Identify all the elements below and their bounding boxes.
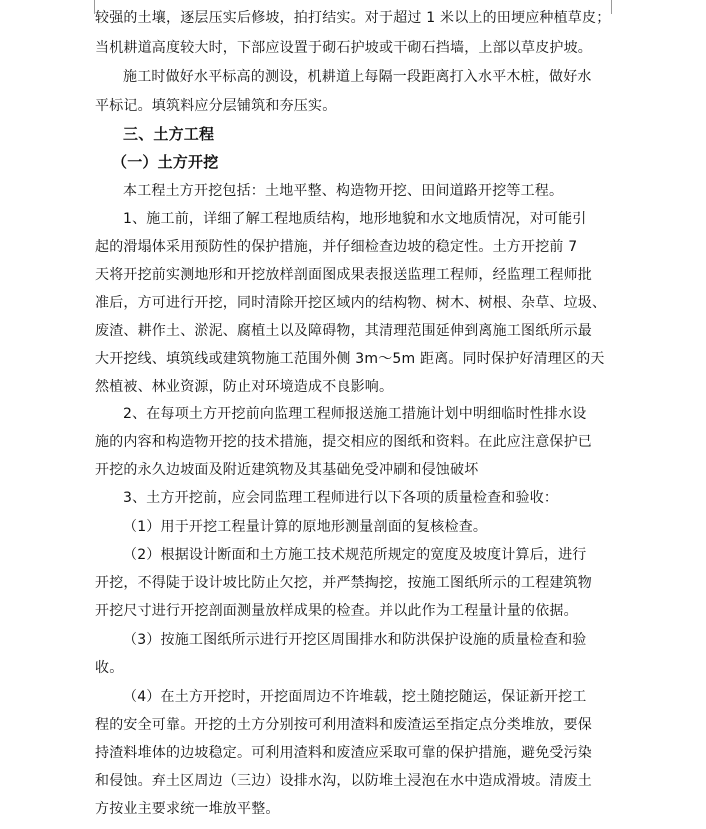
- text-line: 开挖尺寸进行开挖剖面测量放样成果的检查。并以此作为工程量计量的依据。: [95, 603, 578, 619]
- text-line: 当机耕道高度较大时，下部应设置于砌石护坡或干砌石挡墙，上部以草皮护坡。: [95, 40, 592, 56]
- text-line: 开挖的永久边坡面及附近建筑物及其基础免受冲刷和侵蚀破坏: [95, 462, 479, 478]
- text-line: 收。: [95, 660, 124, 676]
- text-line: 起的滑塌体采用预防性的保护措施，并仔细检查边坡的稳定性。土方开挖前 7: [95, 239, 578, 255]
- text-line: 然植被、林业资源，防止对环境造成不良影响。: [95, 379, 394, 395]
- text-line: （3）按施工图纸所示进行开挖区周围排水和防洪保护设施的质量检查和验: [123, 632, 587, 648]
- text-line: （2）根据设计断面和土方施工技术规范所规定的宽度及坡度计算后，进行: [123, 547, 587, 563]
- text-line: （1）用于开挖工程量计算的原地形测量剖面的复核检查。: [123, 519, 488, 535]
- text-line: 方按业主要求统一堆放平整。: [95, 801, 280, 817]
- text-line: 废渣、耕作土、淤泥、腐植土以及障碍物，其清理范围延伸到离施工图纸所示最: [95, 323, 592, 339]
- text-line: 准后，方可进行开挖，同时清除开挖区域内的结构物、树木、树根、杂草、垃圾、: [95, 295, 607, 311]
- text-line: 3、土方开挖前，应会同监理工程师进行以下各项的质量检查和验收：: [123, 490, 559, 506]
- subsection-heading: （一）土方开挖: [112, 153, 219, 171]
- text-line: 1、施工前，详细了解工程地质结构，地形地貌和水文地质情况，对可能引: [123, 211, 587, 227]
- text-line: 平标记。填筑料应分层铺筑和夯压实。: [95, 98, 337, 114]
- top-left-margin-mark: [80, 0, 95, 14]
- text-line: 大开挖线、填筑线或建筑物施工范围外侧 3m～5m 距离。同时保护好清理区的天: [95, 351, 605, 367]
- text-line: 较强的土壤，逐层压实后修坡，拍打结实。对于超过 1 米以上的田埂应种植草皮；: [95, 10, 611, 26]
- text-line: 2、在每项土方开挖前向监理工程师报送施工措施计划中明细临时性排水设: [123, 406, 587, 422]
- text-line: 本工程土方开挖包括：土地平整、构造物开挖、田间道路开挖等工程。: [123, 183, 564, 199]
- text-line: 开挖，不得陡于设计坡比防止欠挖，并严禁掏挖，按施工图纸所示的工程建筑物: [95, 575, 592, 591]
- text-line: 和侵蚀。弃土区周边（三边）设排水沟，以防堆土浸泡在水中造成滑坡。清废土: [95, 773, 592, 789]
- section-heading: 三、土方工程: [123, 125, 215, 143]
- text-line: 施工时做好水平标高的测设，机耕道上每隔一段距离打入水平木桩，做好水: [123, 69, 592, 85]
- text-line: 天将开挖前实测地形和开挖放样剖面图成果表报送监理工程师，经监理工程师批: [95, 267, 592, 283]
- text-line: 程的安全可靠。开挖的土方分别按可利用渣料和废渣运至指定点分类堆放，要保: [95, 717, 592, 733]
- text-line: 施的内容和构造物开挖的技术措施，提交相应的图纸和资料。在此应注意保护已: [95, 434, 592, 450]
- text-line: 持渣料堆体的边坡稳定。可利用渣料和废渣应采取可靠的保护措施，避免受污染: [95, 745, 592, 761]
- text-line: （4）在土方开挖时，开挖面周边不许堆载，挖土随挖随运，保证新开挖工: [123, 689, 587, 705]
